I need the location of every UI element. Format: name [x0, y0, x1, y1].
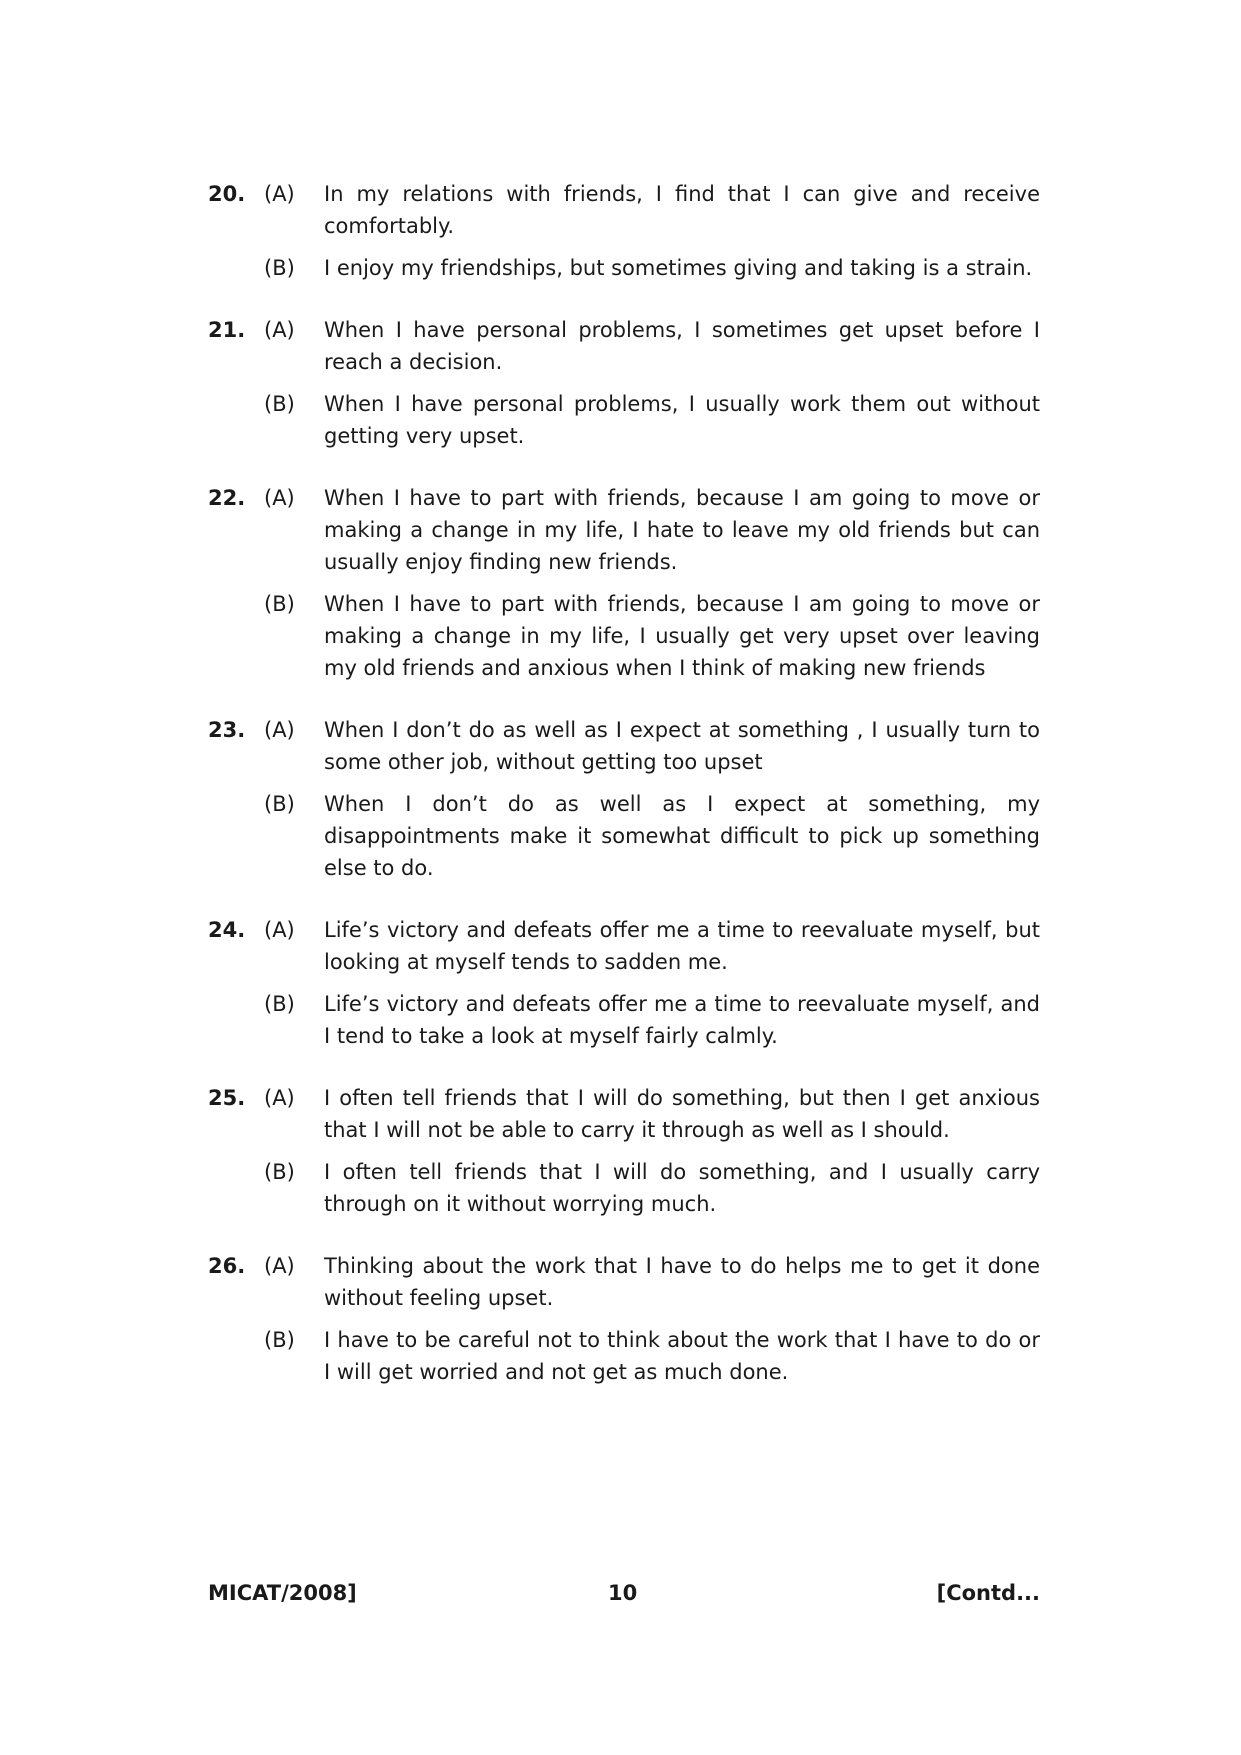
option-label: (B) [264, 992, 295, 1016]
page-footer [208, 1578, 1040, 1608]
answer-option [208, 914, 1040, 978]
answer-option [208, 482, 1040, 578]
question-list [208, 178, 1040, 1418]
answer-option [208, 388, 1040, 452]
question-item [208, 482, 1040, 684]
option-label: (A) [264, 718, 295, 742]
option-text: Life’s victory and defeats offer me a time to reevaluate myself, and I tend to take a look at myself fairly calmly. [324, 992, 1040, 1048]
option-text: I have to be careful not to think about the work that I have to do or I will get worried and not get as much done. [324, 1328, 1040, 1384]
answer-option [208, 1250, 1040, 1314]
option-text: Life’s victory and defeats offer me a time to reevaluate myself, but looking at myself tends to sadden me. [324, 918, 1040, 974]
option-text: In my relations with friends, I find that I can give and receive comfortably. [324, 182, 1040, 238]
option-label: (B) [264, 256, 295, 280]
answer-option [208, 1082, 1040, 1146]
answer-option [208, 314, 1040, 378]
option-text: I enjoy my friendships, but sometimes giving and taking is a strain. [324, 256, 1033, 280]
option-text: I often tell friends that I will do something, but then I get anxious that I will not be able to carry it through as well as I should. [324, 1086, 1040, 1142]
option-text: Thinking about the work that I have to do helps me to get it done without feeling upset. [324, 1254, 1040, 1310]
question-item [208, 1250, 1040, 1388]
question-item [208, 914, 1040, 1052]
answer-option [208, 588, 1040, 684]
option-label: (B) [264, 1328, 295, 1352]
exam-code: MICAT/2008] [208, 1581, 357, 1605]
question-number: 26. [208, 1254, 246, 1278]
option-text: When I don’t do as well as I expect at something , I usually turn to some other job, without getting too upset [324, 718, 1040, 774]
option-label: (A) [264, 486, 295, 510]
option-label: (A) [264, 318, 295, 342]
option-text: When I have personal problems, I usually work them out without getting very upset. [324, 392, 1040, 448]
question-item [208, 178, 1040, 284]
option-label: (B) [264, 792, 295, 816]
option-text: When I have to part with friends, because I am going to move or making a change in my life, I hate to leave my old friends but can usually enjoy finding new friends. [324, 486, 1040, 574]
option-label: (A) [264, 918, 295, 942]
answer-option [208, 714, 1040, 778]
question-number: 20. [208, 182, 246, 206]
continued-marker: [Contd... [936, 1581, 1040, 1605]
question-number: 22. [208, 486, 246, 510]
option-label: (A) [264, 1086, 295, 1110]
answer-option [208, 1156, 1040, 1220]
option-text: When I have personal problems, I sometimes get upset before I reach a decision. [324, 318, 1040, 374]
option-text: When I have to part with friends, because I am going to move or making a change in my life, I usually get very upset over leaving my old friends and anxious when I think of making new friends [324, 592, 1040, 680]
option-label: (A) [264, 1254, 295, 1278]
question-number: 24. [208, 918, 246, 942]
answer-option [208, 252, 1040, 284]
answer-option [208, 1324, 1040, 1388]
question-item [208, 714, 1040, 884]
option-label: (B) [264, 1160, 295, 1184]
question-number: 23. [208, 718, 246, 742]
option-label: (B) [264, 392, 295, 416]
option-label: (B) [264, 592, 295, 616]
question-number: 21. [208, 318, 246, 342]
option-text: I often tell friends that I will do something, and I usually carry through on it without worrying much. [324, 1160, 1040, 1216]
question-item [208, 1082, 1040, 1220]
option-text: When I don’t do as well as I expect at something, my disappointments make it somewhat difficult to pick up something else to do. [324, 792, 1040, 880]
question-number: 25. [208, 1086, 246, 1110]
page-number: 10 [608, 1581, 638, 1605]
answer-option [208, 178, 1040, 242]
answer-option [208, 788, 1040, 884]
question-item [208, 314, 1040, 452]
option-label: (A) [264, 182, 295, 206]
answer-option [208, 988, 1040, 1052]
